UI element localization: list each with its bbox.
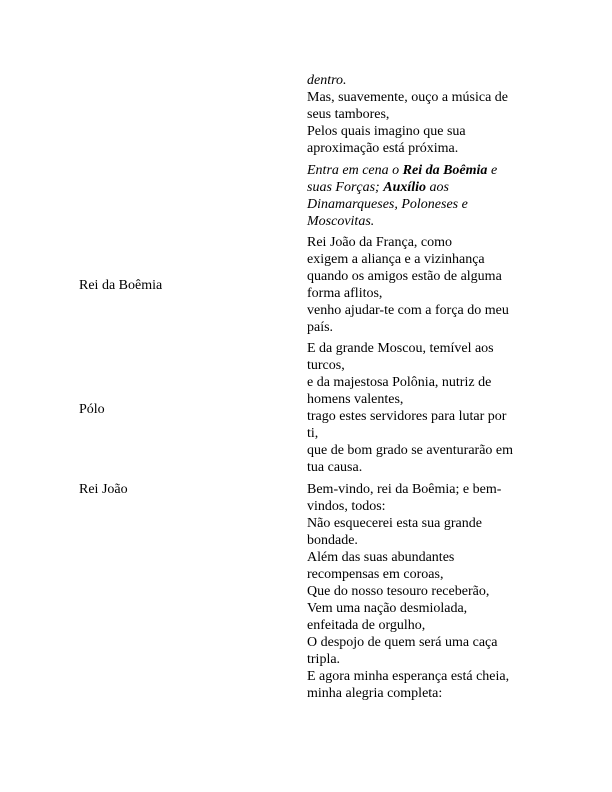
verse-line: E da grande Moscou, temível aos [307, 341, 494, 356]
verse-line: Que do nosso tesouro receberão, [307, 584, 490, 599]
verse-line: enfeitada de orgulho, [307, 618, 426, 633]
verse-line: quando os amigos estão de alguma [307, 269, 502, 284]
stage-direction-line: Moscovitas. [307, 214, 375, 229]
stage-direction-line [307, 179, 449, 196]
stage-direction-text: suas Forças; [307, 180, 384, 195]
verse-line: homens valentes, [307, 392, 404, 407]
verse-line: trago estes servidores para lutar por [307, 409, 507, 424]
verse-line: exigem a aliança e a vizinhança [307, 252, 485, 267]
verse-line: turcos, [307, 358, 345, 373]
verse-line: Bem-vindo, rei da Boêmia; e bem- [307, 482, 502, 497]
speaker-name: Rei da Boêmia [79, 278, 163, 293]
speaker-name: Rei João [79, 482, 128, 497]
verse-line: bondade. [307, 533, 358, 548]
verse-line: E agora minha esperança está cheia, [307, 669, 510, 684]
verse-line: tripla. [307, 652, 341, 667]
verse-line: vindos, todos: [307, 499, 386, 514]
verse-line: forma aflitos, [307, 286, 383, 301]
verse-line: minha alegria completa: [307, 686, 443, 701]
stage-direction-line [307, 162, 497, 179]
verse-line: venho ajudar-te com a força do meu [307, 303, 509, 318]
verse-line: Não esquecerei esta sua grande [307, 516, 482, 531]
verse-line: recompensas em coroas, [307, 567, 444, 582]
stage-direction-text: Entra em cena o [307, 163, 403, 178]
stage-direction-text: aos [426, 180, 449, 195]
verse-line: tua causa. [307, 460, 363, 475]
stage-direction-line: Dinamarqueses, Poloneses e [307, 197, 468, 212]
verse-line: dentro. [307, 73, 347, 88]
verse-line: país. [307, 320, 334, 335]
verse-line: O despojo de quem será uma caça [307, 635, 498, 650]
verse-line: Mas, suavemente, ouço a música de [307, 90, 508, 105]
verse-line: Rei João da França, como [307, 235, 453, 250]
stage-direction-character: Rei da Boêmia [402, 163, 488, 178]
verse-line: Além das suas abundantes [307, 550, 455, 565]
verse-line: que de bom grado se aventurarão em [307, 443, 514, 458]
verse-line: Vem uma nação desmiolada, [307, 601, 468, 616]
stage-direction-text: e [487, 163, 498, 178]
speaker-name: Pólo [79, 402, 105, 417]
stage-direction-character: Auxílio [383, 180, 427, 195]
verse-line: e da majestosa Polônia, nutriz de [307, 375, 492, 390]
verse-line: aproximação está próxima. [307, 141, 459, 156]
verse-line: ti, [307, 426, 319, 441]
verse-line: seus tambores, [307, 107, 390, 122]
verse-line: Pelos quais imagino que sua [307, 124, 466, 139]
